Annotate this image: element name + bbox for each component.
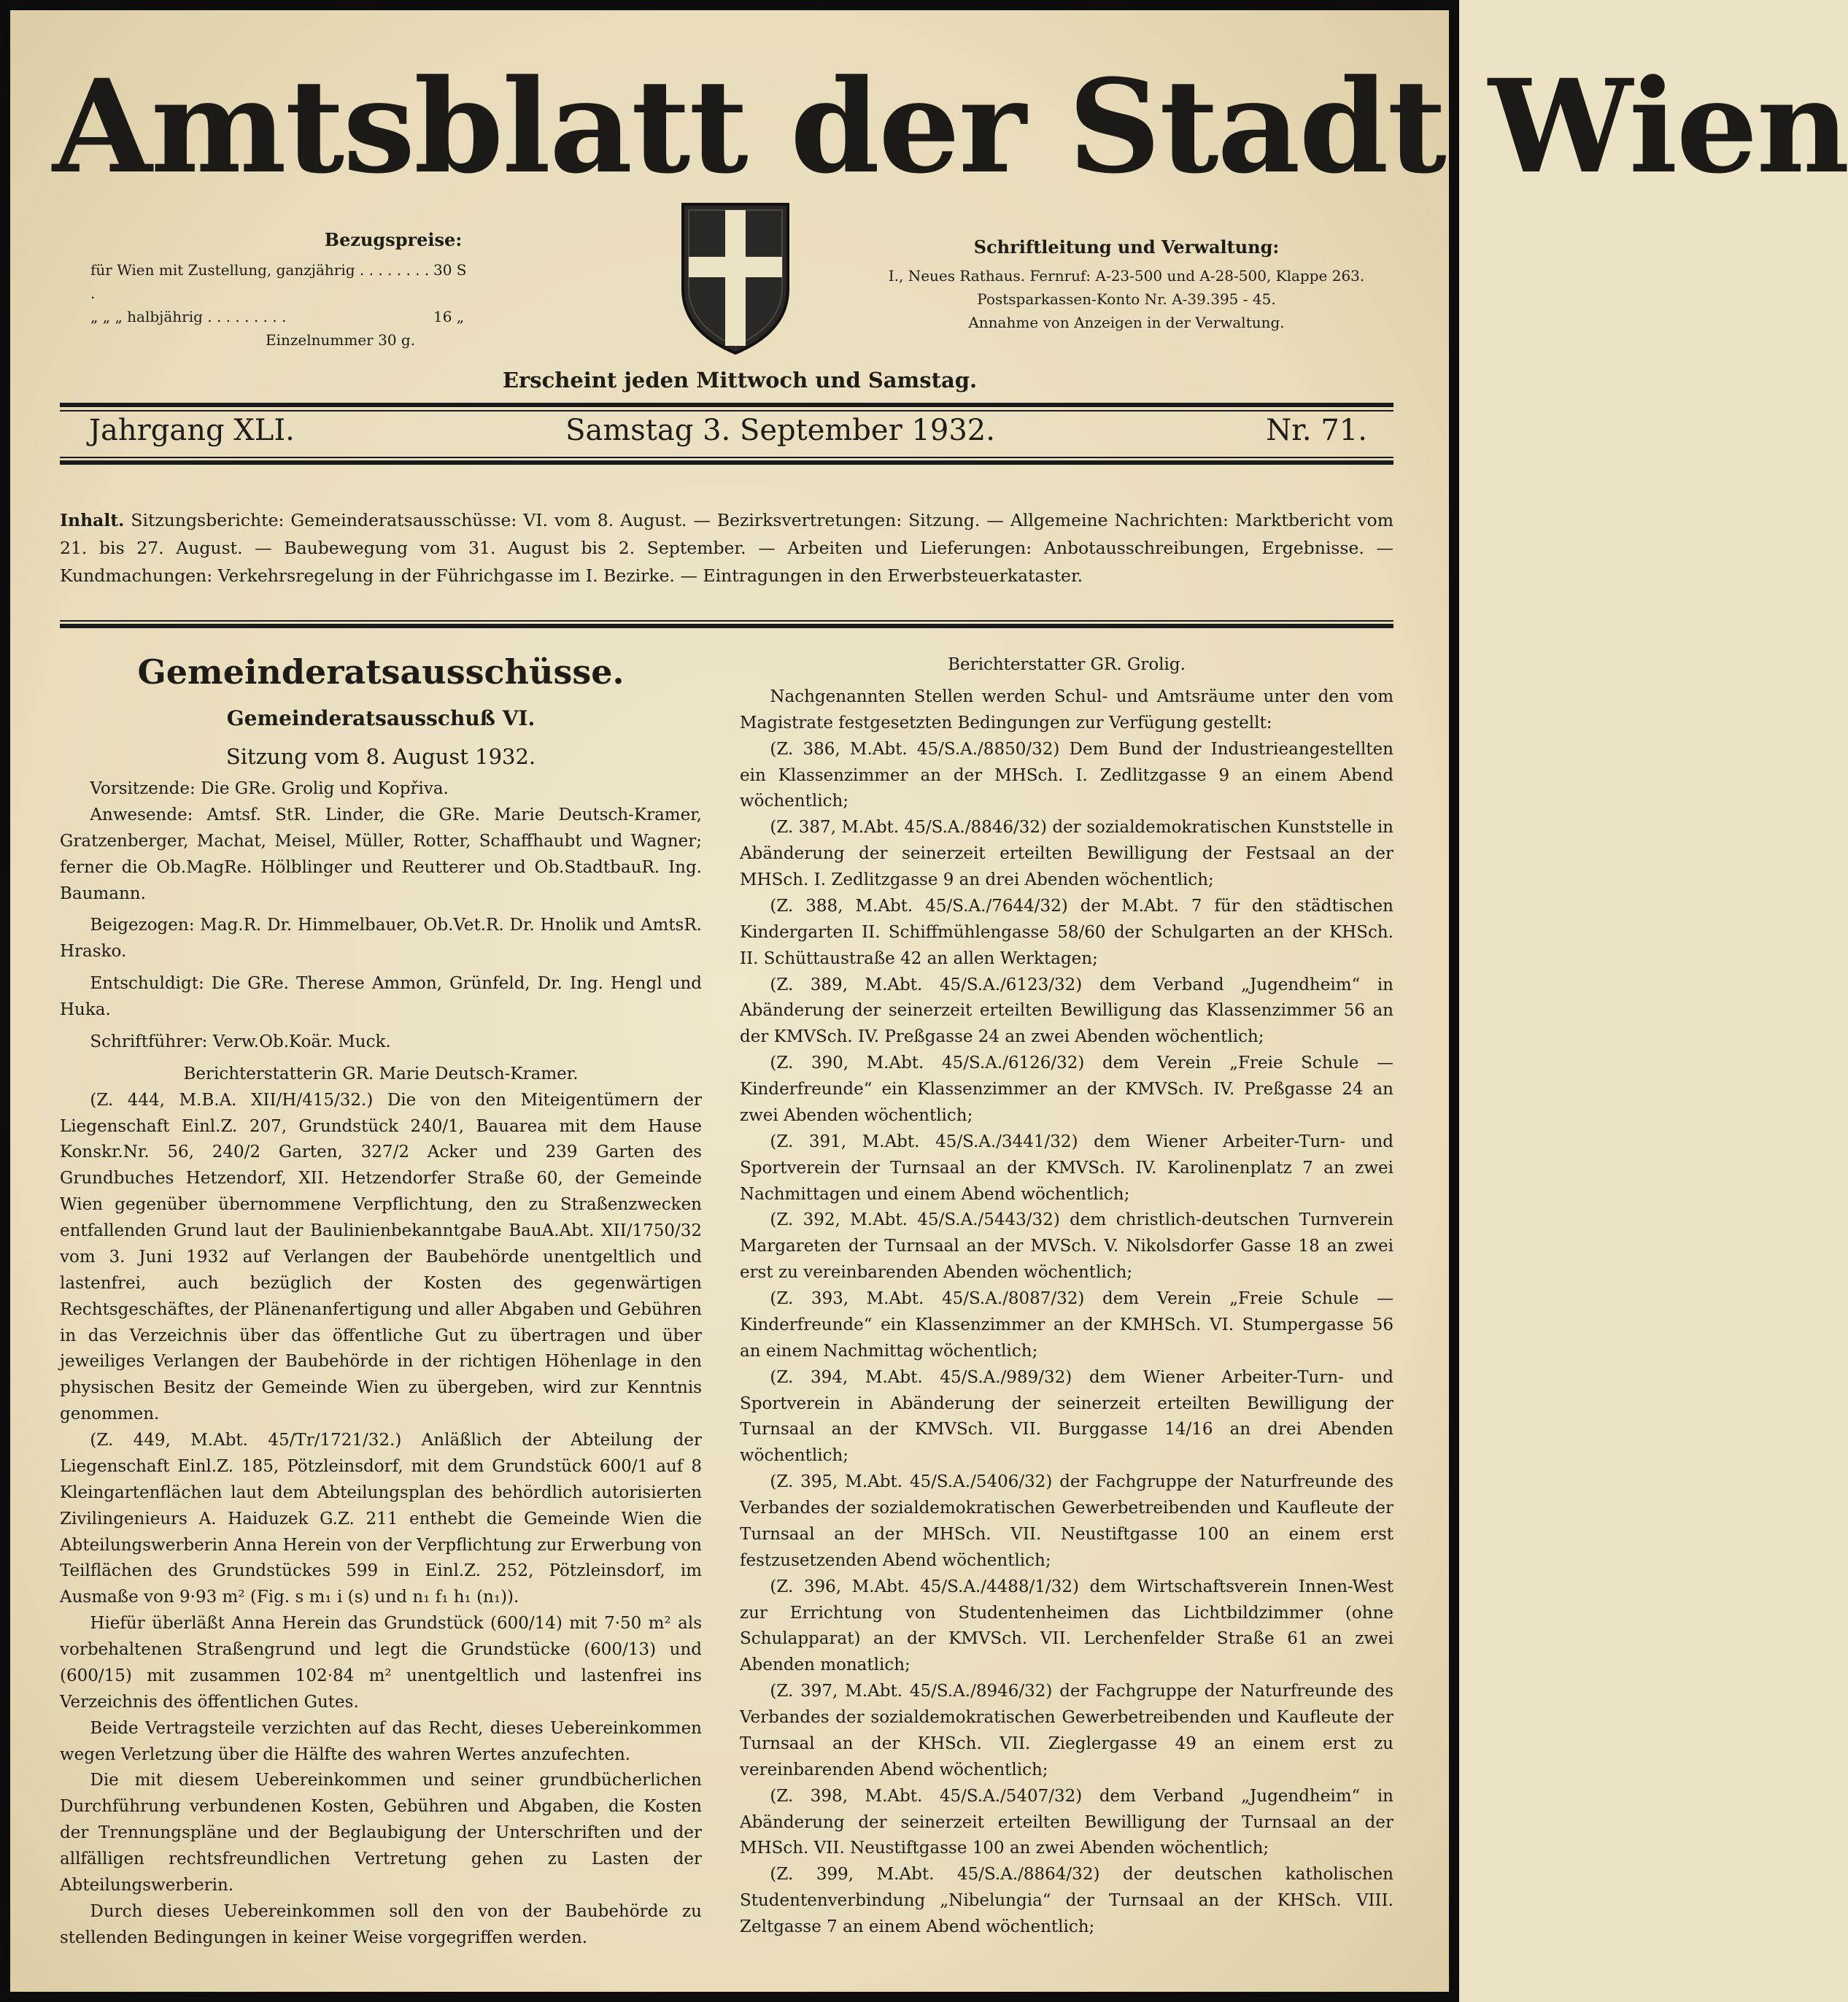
left-column	[60, 652, 702, 1952]
section-heading: Gemeinderatsausschüsse.	[137, 652, 625, 692]
session-heading: Sitzung vom 8. August 1932.	[225, 743, 536, 769]
paragraph: (Z. 387, M.Abt. 45/S.A./8846/32) der sozialdemokratischen Kunststelle in Abänderung der seinerzeit erteilten Bewilligung der Festsaal an der MHSch. I. Zedlitzgasse 9 an drei Abenden wöchentlich;	[740, 818, 1393, 889]
masthead-title: Amtsblatt der Stadt Wien	[53, 51, 1848, 202]
paragraph: (Z. 392, M.Abt. 45/S.A./5443/32) dem christlich-deutschen Turnverein Margareten der Turnsaal an der MVSch. V. Nikolsdorfer Gasse 18 an zwei erst zu vereinbarenden Abenden wöchentlich;	[740, 1210, 1393, 1283]
paragraph: (Z. 396, M.Abt. 45/S.A./4488/1/32) dem Wirtschaftsverein Innen-West zur Errichtung von Studentenheimen das Lichtbildzimmer (ohne Schulapparat) an der KMVSch. VII. Lerchenfelder Straße 61 an zwei Abenden monatlich;	[740, 1577, 1393, 1675]
price-value: 30 S	[433, 261, 467, 279]
paragraph: (Z. 395, M.Abt. 45/S.A./5406/32) der Fachgruppe der Naturfreunde des Verbandes der sozialdemokratischen Gewerbetreibenden und Kaufleute der Turnsaal an der MHSch. VII. Neustiftgasse 100 an einem erst festzusetzenden Abend wöchentlich;	[740, 1472, 1393, 1570]
paragraph: Vorsitzende: Die GRe. Grolig und Kopřiva.	[90, 779, 449, 799]
paragraph: Hiefür überläßt Anna Herein das Grundstück (600/14) mit 7·50 m² als vorbehaltenen Straßengrund und legt die Grundstücke (600/13) und (600/15) mit zusammen 102·84 m² unentgeltlich und lastenfrei ins Verzeichnis des öffentlichen Gutes.	[60, 1614, 702, 1712]
paragraph: (Z. 386, M.Abt. 45/S.A./8850/32) Dem Bund der Industrieangestellten ein Klassenzimmer an der MHSch. I. Zedlitzgasse 9 an einem Abend wöchentlich;	[740, 739, 1393, 811]
paragraph: Durch dieses Uebereinkommen soll den von der Baubehörde zu stellenden Bedingungen in keiner Weise vorgegriffen werden.	[60, 1901, 702, 1947]
volume-label: Jahrgang XLI.	[89, 414, 295, 447]
paragraph: (Z. 389, M.Abt. 45/S.A./6123/32) dem Verband „Jugendheim“ in Abänderung der seinerzeit erteilten Bewilligung das Klassenzimmer 56 an der KMVSch. IV. Preßgasse 24 an zwei Abenden wöchentlich;	[740, 975, 1393, 1047]
paragraph: Beide Vertragsteile verzichten auf das Recht, dieses Uebereinkommen wegen Verletzung über die Hälfte des wahren Wertes anzufechten.	[60, 1718, 702, 1764]
contents-label: Inhalt.	[60, 510, 125, 530]
paragraph: Schriftführer: Verw.Ob.Koär. Muck.	[90, 1032, 391, 1051]
contents-text: Sitzungsberichte: Gemeinderatsausschüsse: VI. vom 8. August. — Bezirksvertretungen: Sitzung. — Allgemeine Nachrichten: Marktbericht vom 21. bis 27. August. — Baubewegung vom 31. August bis 2. September. — Arbeiten und Lieferungen: Anbotausschreibungen, Ergebnisse. — Kundmachungen: Verkehrsregelung in der Führichgasse im I. Bezirke. — Eintragungen in den Erwerbsteuerkataster.	[60, 510, 1393, 587]
paragraph: (Z. 398, M.Abt. 45/S.A./5407/32) dem Verband „Jugendheim“ in Abänderung der seinerzeit erteilten Bewilligung der Turnsaal an der MHSch. VII. Neustiftgasse 100 an zwei Abenden wöchentlich;	[740, 1786, 1393, 1858]
paragraph: Entschuldigt: Die GRe. Therese Ammon, Grünfeld, Dr. Ing. Hengl und Huka.	[60, 974, 702, 1020]
publication-schedule: Erscheint jeden Mittwoch und Samstag.	[502, 368, 978, 393]
subscription-prices	[90, 226, 601, 352]
paragraph: (Z. 444, M.B.A. XII/H/415/32.) Die von den Miteigentümern der Liegenschaft Einl.Z. 207, Grundstück 240/1, Bauarea mit dem Hause Konskr.Nr. 56, 240/2 Garten, 327/2 Acker und 239 Garten des Grundbuches Hetzendorf, XII. Hetzendorfer Straße 60, der Gemeinde Wien gegenüber übernommene Verpflichtung, den zu Straßenzwecken entfallenden Grund laut der Baulinienbekanntgabe BauA.Abt. XII/1750/32 vom 3. Juni 1932 auf Verlangen der Baubehörde unentgeltlich und lastenfrei, auch bezüglich der Kosten des gegenwärtigen Rechtsgeschäftes, der Plänenanfertigung und aller Abgaben und Gebühren in das Verzeichnis über das öffentliche Gut zu übertragen und über jeweiliges Verlangen der Baubehörde in der richtigen Höhenlage in den physischen Besitz der Gemeinde Wien zu übergeben, wird zur Kenntnis genommen.	[60, 1090, 702, 1424]
price-row	[90, 305, 601, 328]
price-label: für Wien mit Zustellung, ganzjährig . . . . . . . . .	[90, 261, 430, 303]
editorial-line: Postsparkassen-Konto Nr. A-39.395 - 45.	[977, 290, 1276, 309]
paragraph: (Z. 391, M.Abt. 45/S.A./3441/32) dem Wiener Arbeiter-Turn- und Sportverein der Turnsaal an der KMVSch. IV. Karolinenplatz 7 an zwei Nachmittagen und einem Abend wöchentlich;	[740, 1132, 1393, 1204]
paragraph: (Z. 390, M.Abt. 45/S.A./6126/32) dem Verein „Freie Schule — Kinderfreunde“ ein Klassenzimmer an der KMVSch. IV. Preßgasse 24 an zwei Abenden wöchentlich;	[740, 1054, 1393, 1125]
rule-bottom-thin	[60, 620, 1393, 622]
vienna-coat-of-arms-icon	[680, 201, 791, 356]
price-row	[90, 258, 601, 305]
paragraph: Anwesende: Amtsf. StR. Linder, die GRe. Marie Deutsch-Kramer, Gratzenberger, Machat, Meisel, Müller, Rotter, Schaffhaubt und Wagner; ferner die Ob.MagRe. Hölblinger und Reutterer und Ob.StadtbauR. Ing. Baumann.	[60, 805, 702, 903]
paragraph: (Z. 388, M.Abt. 45/S.A./7644/32) der M.Abt. 7 für den städtischen Kindergarten II. Schiffmühlengasse 58/60 der Schulgarten an der KHSch. II. Schüttaustraße 42 an allen Werktagen;	[740, 896, 1393, 968]
rule-top-thin	[60, 410, 1393, 411]
dateline	[89, 413, 1367, 448]
paragraph: (Z. 393, M.Abt. 45/S.A./8087/32) dem Verein „Freie Schule — Kinderfreunde“ ein Klassenzimmer an der KMHSch. VI. Stumpergasse 56 an einem Nachmittag wöchentlich;	[740, 1289, 1393, 1361]
editorial-line: I., Neues Rathaus. Fernruf: A-23-500 und A-28-500, Klappe 263.	[888, 267, 1365, 285]
reporter-line: Berichterstatter GR. Grolig.	[948, 655, 1186, 674]
paragraph: (Z. 399, M.Abt. 45/S.A./8864/32) der deutschen katholischen Studentenverbindung „Nibelungia“ der Turnsaal an der KHSch. VIII. Zeltgasse 7 an einem Abend wöchentlich;	[740, 1865, 1393, 1936]
paragraph: Nachgenannten Stellen werden Schul- und Amtsräume unter den vom Magistrate festgesetzten Bedingungen zur Verfügung gestellt:	[740, 687, 1393, 733]
single-issue-price: Einzelnummer 30 g.	[266, 331, 416, 349]
paragraph: (Z. 394, M.Abt. 45/S.A./989/32) dem Wiener Arbeiter-Turn- und Sportverein in Abänderung der seinerzeit erteilten Bewilligung der Turnsaal an der KMVSch. VII. Burggasse 14/16 an drei Abenden wöchentlich;	[740, 1367, 1393, 1466]
editorial-office	[857, 233, 1396, 334]
rule-bottom-thick	[60, 624, 1393, 628]
committee-heading: Gemeinderatsausschuß VI.	[226, 706, 536, 731]
price-value: 16 „	[433, 308, 465, 326]
paragraph: (Z. 397, M.Abt. 45/S.A./8946/32) der Fachgruppe der Naturfreunde des Verbandes der sozialdemokratischen Gewerbetreibenden und Kaufleute der Turnsaal an der KHSch. VII. Zieglergasse 49 an einem erst zu vereinbarenden Abend wöchentlich;	[740, 1682, 1393, 1779]
editorial-line: Annahme von Anzeigen in der Verwaltung.	[968, 314, 1285, 332]
right-column	[740, 652, 1393, 1941]
editorial-title: Schriftleitung und Verwaltung:	[973, 236, 1280, 258]
paragraph: Beigezogen: Mag.R. Dr. Himmelbauer, Ob.Vet.R. Dr. Hnolik und AmtsR. Hrasko.	[60, 916, 702, 962]
prices-title: Bezugspreise:	[324, 229, 463, 250]
rule-top-thick	[60, 403, 1393, 407]
price-label: „ „ „ halbjährig . . . . . . . . .	[90, 308, 287, 326]
issue-number: Nr. 71.	[1266, 414, 1367, 447]
issue-date: Samstag 3. September 1932.	[565, 414, 995, 447]
paragraph: Die mit diesem Uebereinkommen und seiner grundbücherlichen Durchführung verbundenen Kosten, Gebühren und Abgaben, die Kosten der Trennungspläne und der Beglaubigung der Unterschriften und der allfälligen rechtsfreundlichen Vertretung gehen zu Lasten der Abteilungswerberin.	[60, 1771, 702, 1895]
rule-mid-thick	[60, 460, 1393, 465]
paragraph: (Z. 449, M.Abt. 45/Tr/1721/32.) Anläßlich der Abteilung der Liegenschaft Einl.Z. 185, Pötzleinsdorf, mit dem Grundstück 600/1 auf 8 Kleingartenflächen laut dem Abteilungsplan des behördlich autorisierten Zivilingenieurs A. Haiduzek G.Z. 211 enthebt die Gemeinde Wien die Abteilungswerberin Anna Herein von der Verpflichtung zur Erwerbung von Teilflächen des Grundstückes 599 in Einl.Z. 252, Pötzleinsdorf, im Ausmaße von 9·93 m² (Fig. s m₁ i (s) und n₁ f₁ h₁ (n₁)).	[60, 1431, 702, 1607]
table-of-contents	[60, 506, 1393, 590]
rule-mid-thin	[60, 457, 1393, 458]
reporter-line: Berichterstatterin GR. Marie Deutsch-Kramer.	[183, 1064, 579, 1083]
